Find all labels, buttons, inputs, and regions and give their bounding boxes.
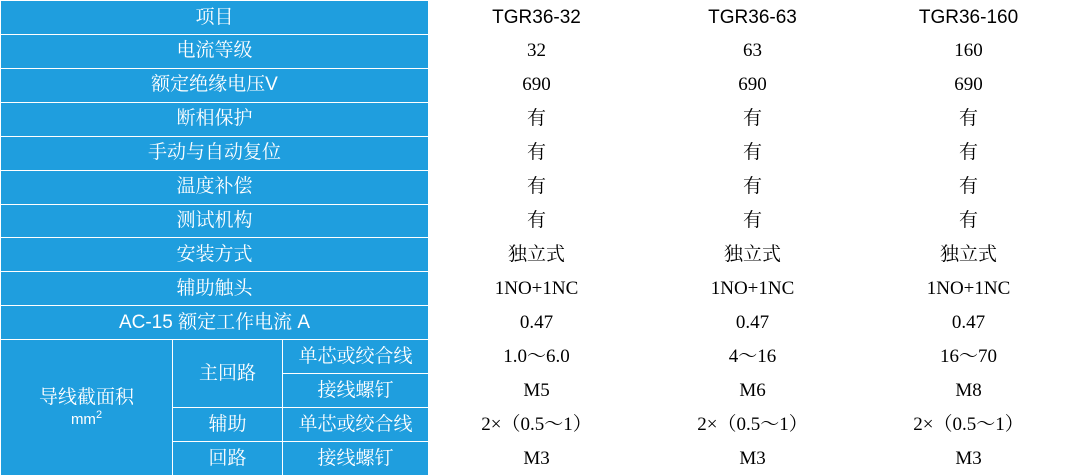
- table-row: [1, 340, 1076, 374]
- row-value: 有: [645, 204, 861, 238]
- table-row: [1, 68, 1076, 102]
- row-value: 有: [645, 102, 861, 136]
- wire-subrow-value: M3: [861, 441, 1076, 475]
- row-value: 有: [645, 136, 861, 170]
- wire-subrow-label: 接线螺钉: [283, 374, 429, 408]
- wire-subrow-label: 接线螺钉: [283, 441, 429, 475]
- row-value: 有: [429, 170, 645, 204]
- table-row: [1, 238, 1076, 272]
- wire-group-name-aux-line2: 回路: [173, 441, 283, 475]
- row-value: 有: [429, 204, 645, 238]
- row-value: 有: [429, 136, 645, 170]
- row-label: 电流等级: [1, 34, 429, 68]
- row-value: 0.47: [861, 306, 1076, 340]
- row-value: 32: [429, 34, 645, 68]
- table-row-header: [1, 1, 1076, 35]
- row-label: AC-15 额定工作电流 A: [1, 306, 429, 340]
- row-value: 0.47: [645, 306, 861, 340]
- wire-subrow-value: M5: [429, 374, 645, 408]
- row-value: 0.47: [429, 306, 645, 340]
- table-row: [1, 272, 1076, 306]
- row-label: 测试机构: [1, 204, 429, 238]
- row-label: 温度补偿: [1, 170, 429, 204]
- row-value: 独立式: [429, 238, 645, 272]
- table-row: [1, 170, 1076, 204]
- row-label: 手动与自动复位: [1, 136, 429, 170]
- wire-subrow-value: 2×（0.5～1）: [861, 408, 1076, 442]
- row-value: 160: [861, 34, 1076, 68]
- wire-subrow-label: 单芯或绞合线: [283, 408, 429, 442]
- wire-group-name-main: 主回路: [173, 340, 283, 408]
- table-row: [1, 306, 1076, 340]
- wire-subrow-value: M3: [429, 441, 645, 475]
- header-label-item: 项目: [1, 1, 429, 35]
- row-value: 有: [645, 170, 861, 204]
- wire-subrow-value: M8: [861, 374, 1076, 408]
- table-row: [1, 136, 1076, 170]
- row-value: 有: [861, 204, 1076, 238]
- row-value: 1NO+1NC: [861, 272, 1076, 306]
- row-label: 断相保护: [1, 102, 429, 136]
- row-label: 额定绝缘电压V: [1, 68, 429, 102]
- wire-subrow-value: 2×（0.5～1）: [429, 408, 645, 442]
- table-row: [1, 204, 1076, 238]
- row-value: 有: [861, 102, 1076, 136]
- wire-subrow-value: M3: [645, 441, 861, 475]
- wire-subrow-value: 1.0～6.0: [429, 340, 645, 374]
- row-value: 690: [645, 68, 861, 102]
- header-col-1: TGR36-32: [429, 1, 645, 35]
- row-value: 有: [429, 102, 645, 136]
- wire-subrow-value: M6: [645, 374, 861, 408]
- header-col-2: TGR36-63: [645, 1, 861, 35]
- row-label: 安装方式: [1, 238, 429, 272]
- row-value: 63: [645, 34, 861, 68]
- wire-subrow-value: 2×（0.5～1）: [645, 408, 861, 442]
- row-value: 690: [429, 68, 645, 102]
- row-value: 独立式: [645, 238, 861, 272]
- row-value: 1NO+1NC: [645, 272, 861, 306]
- row-value: 有: [861, 170, 1076, 204]
- row-value: 有: [861, 136, 1076, 170]
- row-value: 1NO+1NC: [429, 272, 645, 306]
- wire-subrow-value: 4～16: [645, 340, 861, 374]
- wire-subrow-label: 单芯或绞合线: [283, 340, 429, 374]
- wire-section-label-main: 导线截面积: [38, 387, 134, 409]
- row-value: 690: [861, 68, 1076, 102]
- header-col-3: TGR36-160: [861, 1, 1076, 35]
- wire-section-label-unit: $mm^2$: [70, 408, 103, 428]
- wire-group-name-aux-line1: 辅助: [173, 408, 283, 442]
- table-row: [1, 34, 1076, 68]
- table-row: [1, 102, 1076, 136]
- wire-subrow-value: 16～70: [861, 340, 1076, 374]
- wire-section-label: [1, 340, 173, 476]
- row-value: 独立式: [861, 238, 1076, 272]
- row-label: 辅助触头: [1, 272, 429, 306]
